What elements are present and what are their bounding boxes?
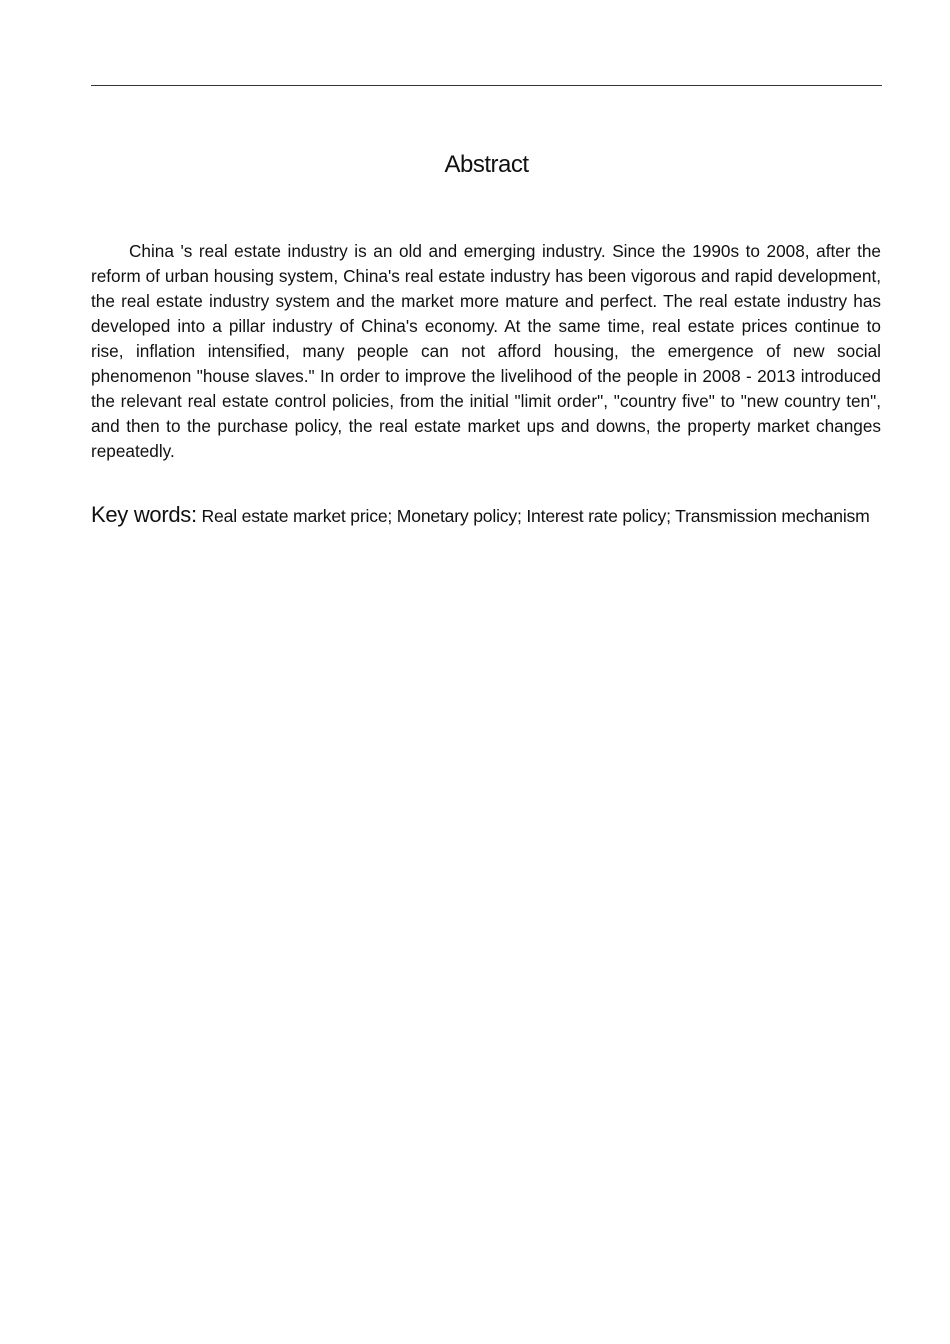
header-divider: [91, 85, 882, 86]
keywords-list: Real estate market price; Monetary policy; Interest rate policy; Transmission mechanism: [201, 506, 870, 526]
abstract-paragraph: China 's real estate industry is an old and emerging industry. Since the 1990s to 2008, after the reform of urban housing system, China's real estate industry has been vigorous and rapid development, the real estate industry system and the market more mature and perfect. The real estate industry has developed into a pillar industry of China's economy. At the same time, real estate prices continue to rise, inflation intensified, many people can not afford housing, the emergence of new social phenomenon "house slaves." In order to improve the livelihood of the people in 2008 - 2013 introduced the relevant real estate control policies, from the initial "limit order", "country five" to "new country ten", and then to the purchase policy, the real estate market ups and downs, the property market changes repeatedly.: [91, 241, 881, 461]
page-title: Abstract: [444, 151, 529, 178]
keywords-label: Key words:: [91, 502, 197, 527]
keywords-line: [91, 497, 882, 534]
